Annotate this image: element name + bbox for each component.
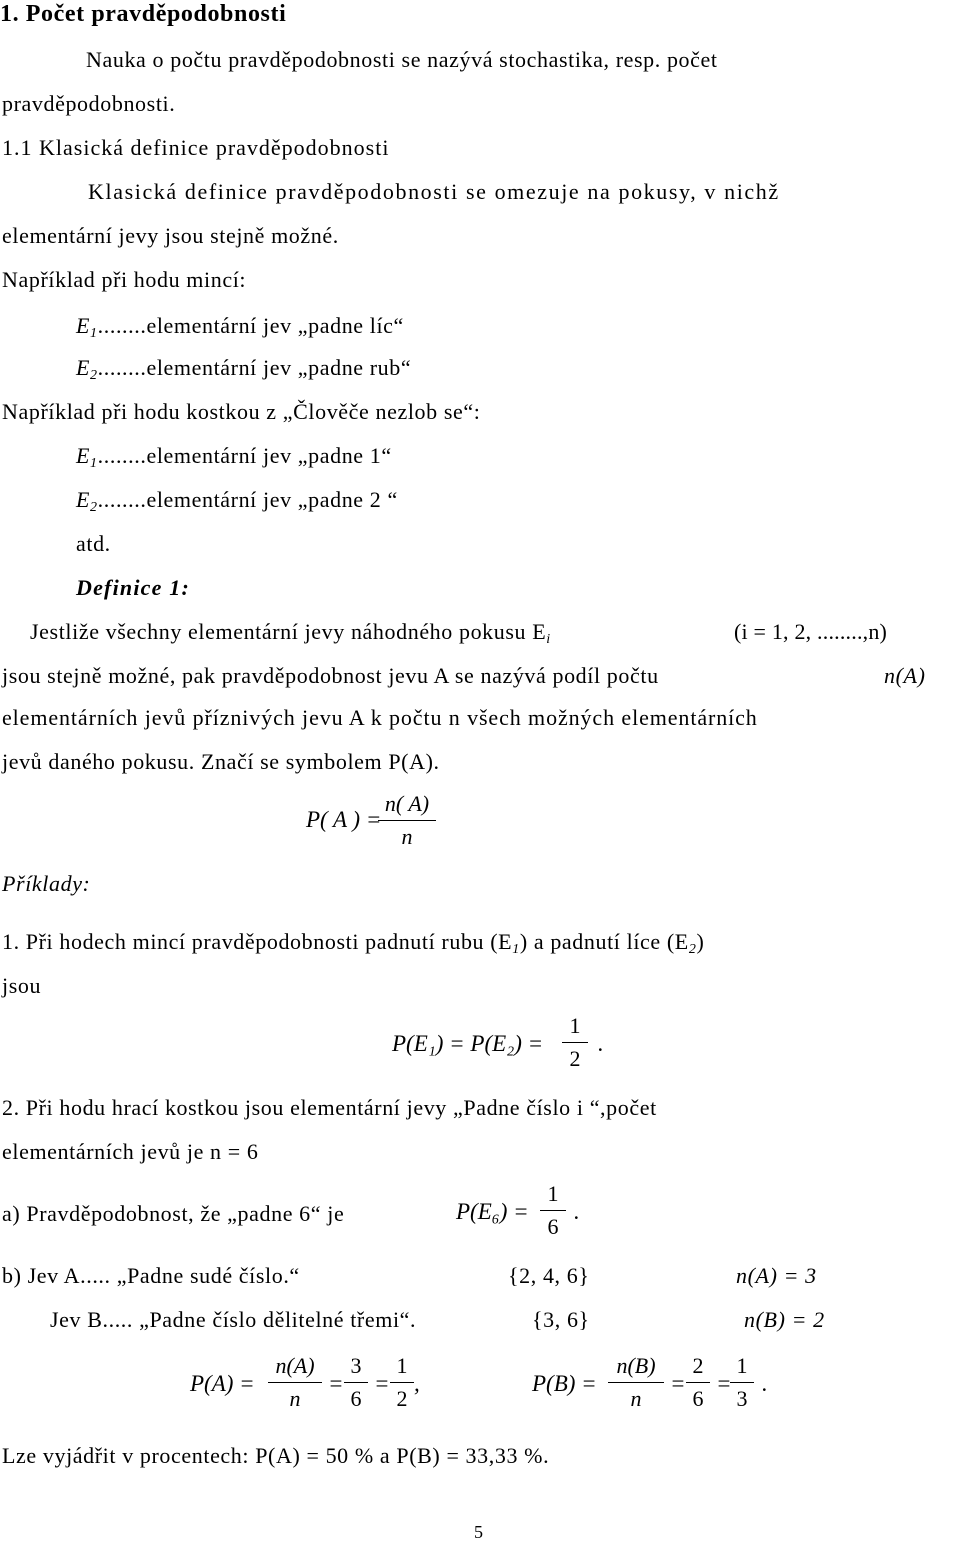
example-1-formula-lhs: P(E₁) = P(E₂) = bbox=[392, 1031, 544, 1056]
coin-title: Například při hodu mincí: bbox=[2, 267, 247, 292]
pa-denominator-2: 6 bbox=[350, 1386, 362, 1411]
section-heading: 1.1 Klasická definice pravděpodobnosti bbox=[2, 135, 390, 160]
pb-eq-1: = bbox=[670, 1371, 686, 1396]
example-2-line-2: elementárních jevů je n = 6 bbox=[2, 1139, 259, 1164]
example-2b-set: {2, 4, 6} bbox=[508, 1263, 590, 1288]
pa-denominator-3: 2 bbox=[396, 1386, 408, 1411]
pa-denominator-1: n bbox=[289, 1386, 301, 1411]
example-1-fraction bbox=[562, 1012, 588, 1073]
pb-fraction-3 bbox=[730, 1352, 754, 1413]
example-1-line-1 bbox=[2, 928, 704, 956]
example-1-text-a: 1. Při hodech mincí pravděpodobnosti padnutí rubu (E bbox=[2, 929, 513, 954]
coin-e1-sub: 1 bbox=[90, 326, 98, 341]
pa-fraction-2 bbox=[344, 1352, 368, 1413]
pb-lhs: P(B) = bbox=[532, 1371, 597, 1396]
definition-formula-lhs: P( A ) = bbox=[306, 807, 382, 832]
intro-line-2: pravděpodobnosti. bbox=[2, 91, 176, 116]
pb-eq-2: = bbox=[716, 1371, 732, 1396]
pb-numerator-2: 2 bbox=[686, 1352, 710, 1383]
page-heading: 1. Počet pravděpodobnosti bbox=[0, 1, 287, 27]
example-1-text-b: ) a padnutí líce (E bbox=[519, 929, 689, 954]
dice-e2 bbox=[76, 486, 398, 514]
classic-line-1: Klasická definice pravděpodobnosti se omezuje na pokusy, v nichž bbox=[88, 179, 780, 204]
definition-line-1-text: Jestliže všechny elementární jevy náhodného pokusu E bbox=[30, 619, 547, 644]
examples-title: Příklady: bbox=[2, 871, 91, 896]
pa-eq-2: = bbox=[374, 1371, 390, 1396]
pb-denominator-1: n bbox=[630, 1386, 642, 1411]
page-number: 5 bbox=[474, 1522, 484, 1542]
pa-fraction-1 bbox=[268, 1352, 322, 1413]
example-1-numerator: 1 bbox=[562, 1012, 588, 1043]
dice-e1-sub: 1 bbox=[90, 456, 98, 471]
pb-denominator-3: 3 bbox=[736, 1386, 748, 1411]
example-1-sub-2: 2 bbox=[688, 942, 697, 957]
pa-lhs: P(A) = bbox=[190, 1371, 255, 1396]
pb-fraction-2 bbox=[686, 1352, 710, 1413]
coin-e2-text: ........elementární jev „padne rub“ bbox=[97, 355, 412, 380]
dice-e1-symbol: E bbox=[76, 443, 91, 468]
dice-e2-sub: 2 bbox=[90, 500, 98, 515]
example-2a-numerator: 1 bbox=[540, 1180, 566, 1211]
definition-formula-fraction bbox=[378, 790, 436, 851]
example-2a-formula-lhs: P(E₆) = bbox=[456, 1199, 529, 1224]
example-1-dot: . bbox=[598, 1031, 604, 1056]
definition-line-2-end: n(A) bbox=[884, 663, 926, 688]
pa-numerator-2: 3 bbox=[344, 1352, 368, 1383]
example-2b2-label: Jev B..... „Padne číslo dělitelné třemi“. bbox=[50, 1307, 417, 1332]
dice-e2-text: ........elementární jev „padne 2 “ bbox=[97, 487, 398, 512]
example-2b-label: b) Jev A..... „Padne sudé číslo.“ bbox=[2, 1263, 300, 1288]
definition-line-1-end: (i = 1, 2, ........,n) bbox=[734, 619, 888, 644]
coin-e2 bbox=[76, 354, 411, 382]
example-2b2-count: n(B) = 2 bbox=[744, 1307, 825, 1332]
definition-line-4: jevů daného pokusu. Značí se symbolem P(A). bbox=[2, 749, 440, 774]
pb-numerator-1: n(B) bbox=[608, 1352, 664, 1383]
pb-dot: . bbox=[762, 1371, 768, 1396]
dice-title: Například při hodu kostkou z „Člověče nezlob se“: bbox=[2, 399, 481, 424]
pa-numerator-3: 1 bbox=[390, 1352, 414, 1383]
intro-line-1-text: Nauka o počtu pravděpodobnosti se nazývá stochastika, resp. počet bbox=[86, 47, 718, 72]
example-1-sub-1: 1 bbox=[512, 942, 520, 957]
example-2a-fraction bbox=[540, 1180, 566, 1241]
definition-line-1 bbox=[30, 618, 551, 646]
definition-line-1-sub: i bbox=[546, 632, 551, 647]
pb-fraction-1 bbox=[608, 1352, 664, 1413]
definition-title: Definice 1: bbox=[76, 575, 190, 600]
percent-line: Lze vyjádřit v procentech: P(A) = 50 % a P(B) = 33,33 %. bbox=[2, 1443, 550, 1468]
pa-comma: , bbox=[414, 1371, 420, 1396]
dice-e2-symbol: E bbox=[76, 487, 91, 512]
definition-line-3: elementárních jevů příznivých jevu A k počtu n všech možných elementárních bbox=[2, 705, 758, 730]
pb-denominator-2: 6 bbox=[692, 1386, 704, 1411]
pb-numerator-3: 1 bbox=[730, 1352, 754, 1383]
example-1-denominator: 2 bbox=[569, 1046, 581, 1071]
pa-fraction-3 bbox=[390, 1352, 414, 1413]
dice-e1-text: ........elementární jev „padne 1“ bbox=[97, 443, 392, 468]
classic-line-2: elementární jevy jsou stejně možné. bbox=[2, 223, 339, 248]
dice-e1 bbox=[76, 442, 392, 470]
example-2a-dot: . bbox=[574, 1199, 580, 1224]
example-2a-denominator: 6 bbox=[547, 1214, 559, 1239]
example-2a-text: a) Pravděpodobnost, že „padne 6“ je bbox=[2, 1201, 345, 1226]
dice-etc: atd. bbox=[76, 531, 111, 556]
coin-e1-symbol: E bbox=[76, 313, 91, 338]
definition-formula-denominator: n bbox=[401, 824, 413, 849]
pa-numerator-1: n(A) bbox=[268, 1352, 322, 1383]
example-2b-count: n(A) = 3 bbox=[736, 1263, 817, 1288]
pa-eq-1: = bbox=[328, 1371, 344, 1396]
coin-e2-sub: 2 bbox=[90, 368, 98, 383]
coin-e1 bbox=[76, 312, 404, 340]
definition-line-2: jsou stejně možné, pak pravděpodobnost jevu A se nazývá podíl počtu bbox=[2, 663, 659, 688]
definition-formula-numerator: n( A) bbox=[378, 790, 436, 821]
intro-line-1 bbox=[86, 46, 958, 74]
example-2-line-1: 2. Při hodu hrací kostkou jsou elementární jevy „Padne číslo i “,počet bbox=[2, 1095, 657, 1120]
coin-e2-symbol: E bbox=[76, 355, 91, 380]
example-2b2-set: {3, 6} bbox=[532, 1307, 590, 1332]
example-1-text-c: ) bbox=[696, 929, 705, 954]
example-1-line-2: jsou bbox=[2, 973, 42, 998]
coin-e1-text: ........elementární jev „padne líc“ bbox=[97, 313, 404, 338]
